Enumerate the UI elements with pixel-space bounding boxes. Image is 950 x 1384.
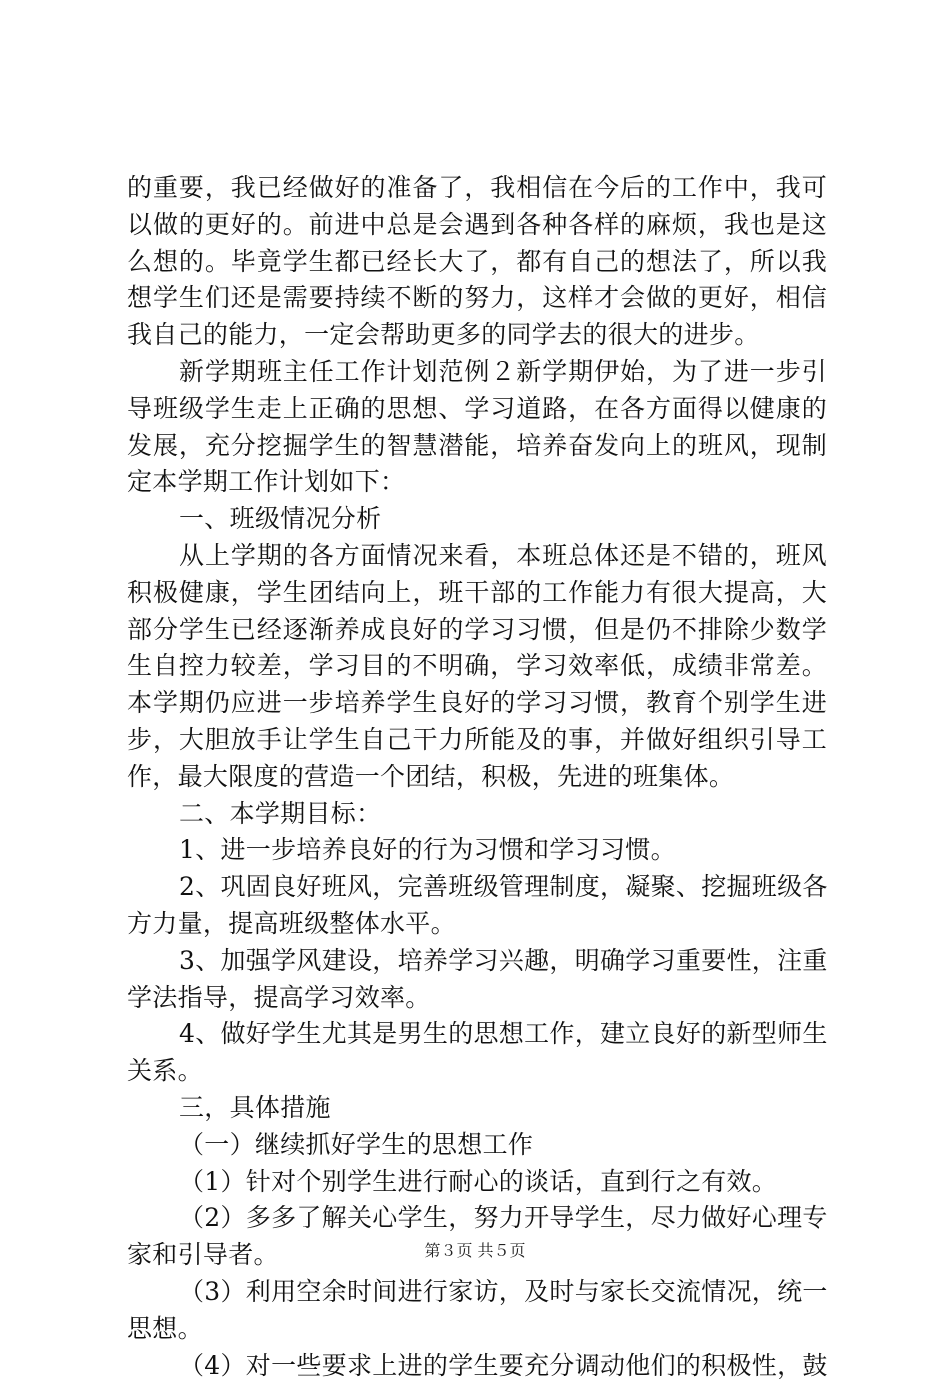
text-line: 3、加强学风建设，培养学习兴趣，明确学习重要性，注重 [127, 943, 827, 980]
text-line: 部分学生已经逐渐养成良好的学习习惯，但是仍不排除少数学 [127, 612, 827, 649]
text-line: 2、巩固良好班风，完善班级管理制度，凝聚、挖掘班级各 [127, 869, 827, 906]
text-line: 作，最大限度的营造一个团结，积极，先进的班集体。 [127, 759, 827, 796]
text-line: 想学生们还是需要持续不断的努力，这样才会做的更好，相信 [127, 280, 827, 317]
text-line: 二、本学期目标： [127, 796, 827, 833]
text-line: 导班级学生走上正确的思想、学习道路，在各方面得以健康的 [127, 391, 827, 428]
text-line: （2）多多了解关心学生，努力开导学生，尽力做好心理专 [127, 1200, 827, 1237]
text-line: 家和引导者。 [127, 1237, 827, 1274]
text-line: 关系。 [127, 1053, 827, 1090]
text-line: 方力量，提高班级整体水平。 [127, 906, 827, 943]
text-line: 步，大胆放手让学生自己干力所能及的事，并做好组织引导工 [127, 722, 827, 759]
text-line: 么想的。毕竟学生都已经长大了，都有自己的想法了，所以我 [127, 244, 827, 281]
text-line: 学法指导，提高学习效率。 [127, 980, 827, 1017]
text-line: （3）利用空余时间进行家访，及时与家长交流情况，统一 [127, 1274, 827, 1311]
text-line: 从上学期的各方面情况来看，本班总体还是不错的，班风 [127, 538, 827, 575]
text-line: 新学期班主任工作计划范例２新学期伊始，为了进一步引 [127, 354, 827, 391]
text-line: 1、进一步培养良好的行为习惯和学习习惯。 [127, 832, 827, 869]
text-line: 积极健康，学生团结向上，班干部的工作能力有很大提高，大 [127, 575, 827, 612]
text-line: 三，具体措施 [127, 1090, 827, 1127]
text-line: （一）继续抓好学生的思想工作 [127, 1127, 827, 1164]
text-line: 一、班级情况分析 [127, 501, 827, 538]
text-line: （4）对一些要求上进的学生要充分调动他们的积极性，鼓 [127, 1348, 827, 1384]
text-line: 4、做好学生尤其是男生的思想工作，建立良好的新型师生 [127, 1016, 827, 1053]
text-line: （1）针对个别学生进行耐心的谈话，直到行之有效。 [127, 1164, 827, 1201]
document-body [127, 170, 827, 1384]
text-line: 以做的更好的。前进中总是会遇到各种各样的麻烦，我也是这 [127, 207, 827, 244]
text-line: 思想。 [127, 1311, 827, 1348]
text-line: 发展，充分挖掘学生的智慧潜能，培养奋发向上的班风，现制 [127, 428, 827, 465]
text-line: 我自己的能力，一定会帮助更多的同学去的很大的进步。 [127, 317, 827, 354]
text-line: 的重要，我已经做好的准备了，我相信在今后的工作中，我可 [127, 170, 827, 207]
text-line: 生自控力较差，学习目的不明确，学习效率低，成绩非常差。 [127, 648, 827, 685]
text-line: 本学期仍应进一步培养学生良好的学习习惯，教育个别学生进 [127, 685, 827, 722]
page-footer: 第３页 共５页 [0, 1241, 950, 1261]
text-line: 定本学期工作计划如下： [127, 464, 827, 501]
